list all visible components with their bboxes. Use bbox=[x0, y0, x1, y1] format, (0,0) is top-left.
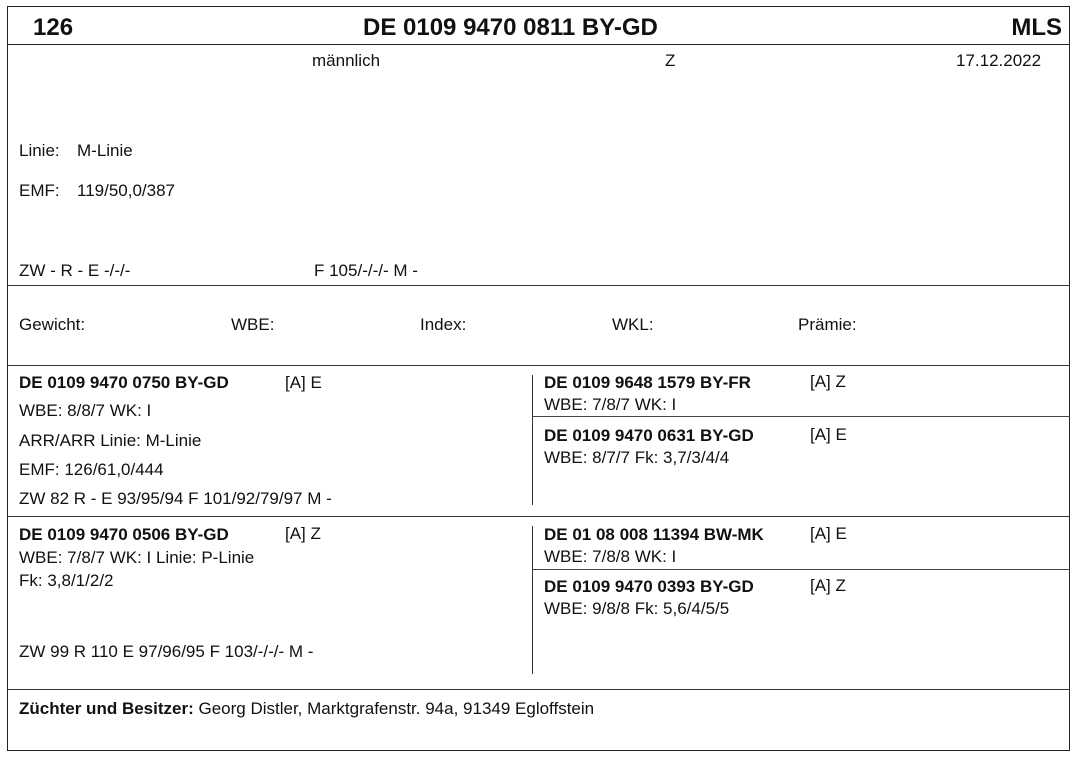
dam-mother-wbe: WBE: 9/8/8 Fk: 5,6/4/5/5 bbox=[544, 599, 730, 618]
dam-mother-ring: DE 0109 9470 0393 BY-GD bbox=[544, 577, 754, 596]
dam-mother-tag: [A] Z bbox=[810, 576, 846, 595]
f-values: F 105/-/-/- M - bbox=[314, 261, 418, 280]
dam-father-ring: DE 01 08 008 11394 BW-MK bbox=[544, 525, 764, 544]
header-divider bbox=[7, 44, 1070, 45]
dam-column-divider bbox=[532, 526, 533, 674]
sire-tag: [A] E bbox=[285, 373, 322, 392]
dam-father-tag: [A] E bbox=[810, 524, 847, 543]
sire-emf: EMF: 126/61,0/444 bbox=[19, 460, 164, 479]
breeder-label: Züchter und Besitzer: bbox=[19, 699, 194, 718]
date: 17.12.2022 bbox=[956, 51, 1042, 70]
sire-father-tag: [A] Z bbox=[810, 372, 846, 391]
breeder-value: Georg Distler, Marktgrafenstr. 94a, 91349 Egloffstein bbox=[198, 699, 595, 718]
breeder-line bbox=[19, 700, 594, 717]
sire-ring: DE 0109 9470 0750 BY-GD bbox=[19, 373, 229, 392]
footer-divider bbox=[7, 689, 1070, 690]
info-divider bbox=[7, 285, 1070, 286]
index-label: Index: bbox=[420, 315, 467, 334]
catalog-number: 126 bbox=[33, 14, 74, 41]
breed-code: MLS bbox=[1011, 14, 1062, 41]
dam-zw: ZW 99 R 110 E 97/96/95 F 103/-/-/- M - bbox=[19, 642, 314, 661]
dam-wbe: WBE: 7/8/7 WK: I Linie: P-Linie bbox=[19, 548, 255, 567]
sire-father-wbe: WBE: 7/8/7 WK: I bbox=[544, 395, 677, 414]
ring-number: DE 0109 9470 0811 BY-GD bbox=[363, 14, 658, 41]
dam-ring: DE 0109 9470 0506 BY-GD bbox=[19, 525, 229, 544]
wkl-label: WKL: bbox=[612, 315, 654, 334]
sire-mother-tag: [A] E bbox=[810, 425, 847, 444]
sire-parents-divider bbox=[532, 416, 1070, 417]
emf-value: 119/50,0/387 bbox=[77, 181, 175, 200]
sire-wbe: WBE: 8/8/7 WK: I bbox=[19, 401, 152, 420]
dam-father-wbe: WBE: 7/8/8 WK: I bbox=[544, 547, 677, 566]
pedigree-divider bbox=[7, 516, 1070, 517]
linie-label: Linie: bbox=[19, 141, 60, 160]
praemie-label: Prämie: bbox=[798, 315, 857, 334]
dam-fk: Fk: 3,8/1/2/2 bbox=[19, 571, 114, 590]
sire-linie: ARR/ARR Linie: M-Linie bbox=[19, 431, 202, 450]
dam-parents-divider bbox=[532, 569, 1070, 570]
sex: männlich bbox=[312, 51, 381, 70]
gewicht-label: Gewicht: bbox=[19, 315, 86, 334]
dam-tag: [A] Z bbox=[285, 524, 321, 543]
sire-zw: ZW 82 R - E 93/95/94 F 101/92/79/97 M - bbox=[19, 489, 332, 508]
ratings-divider bbox=[7, 365, 1070, 366]
zw-values: ZW - R - E -/-/- bbox=[19, 261, 131, 280]
sire-father-ring: DE 0109 9648 1579 BY-FR bbox=[544, 373, 751, 392]
z-marker: Z bbox=[665, 51, 676, 70]
sire-mother-wbe: WBE: 8/7/7 Fk: 3,7/3/4/4 bbox=[544, 448, 730, 467]
linie-value: M-Linie bbox=[77, 141, 133, 160]
emf-label: EMF: bbox=[19, 181, 60, 200]
sire-column-divider bbox=[532, 375, 533, 505]
sire-mother-ring: DE 0109 9470 0631 BY-GD bbox=[544, 426, 754, 445]
wbe-label: WBE: bbox=[231, 315, 275, 334]
